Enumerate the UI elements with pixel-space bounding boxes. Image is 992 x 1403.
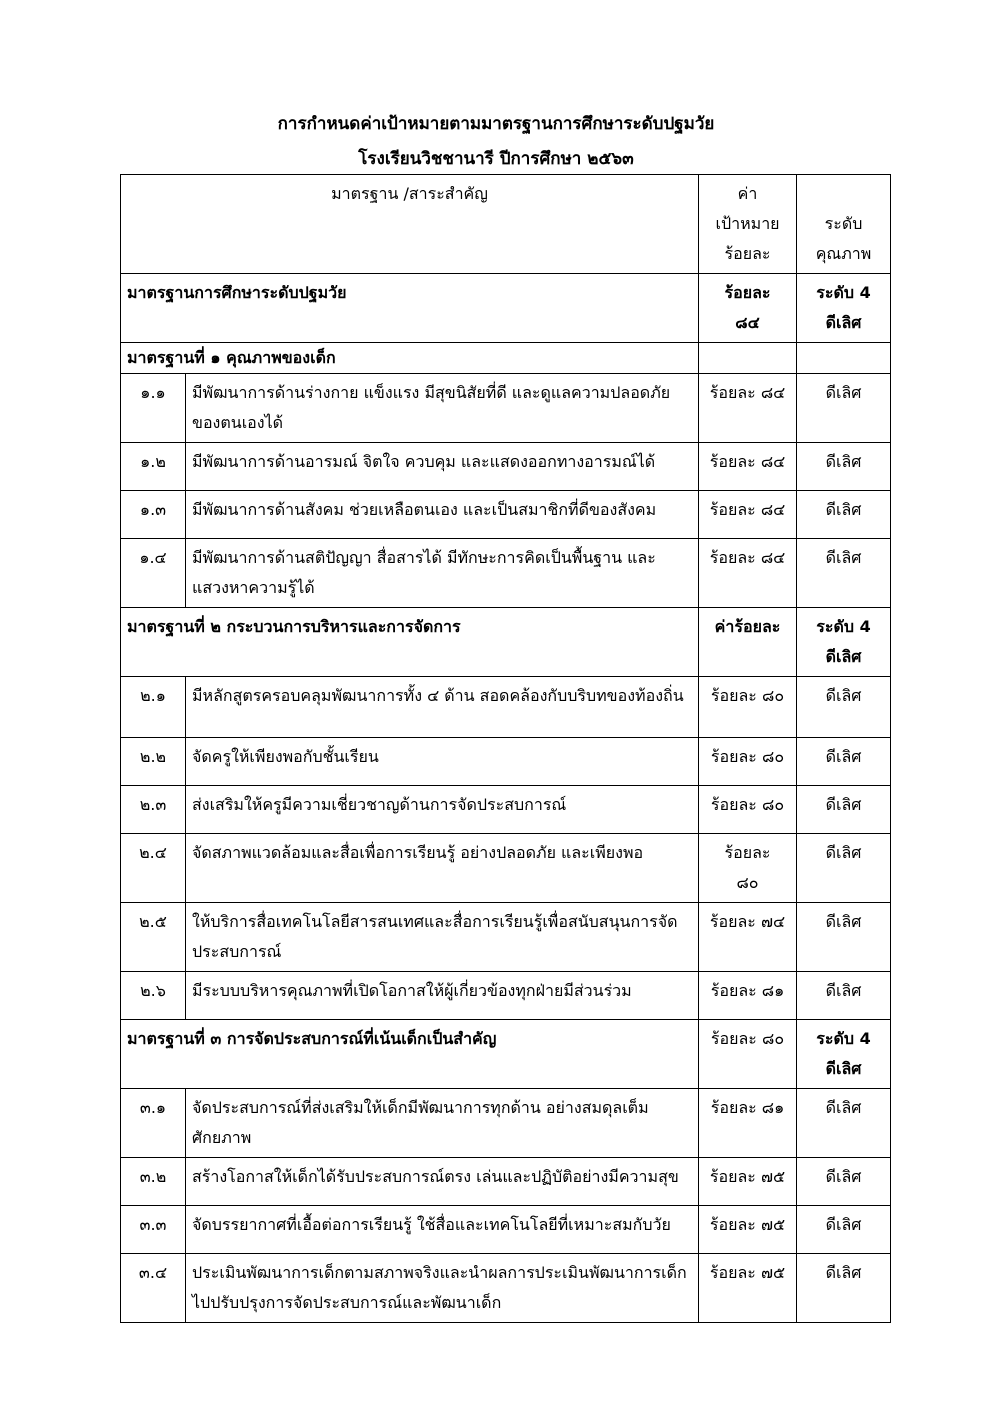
item-text: มีพัฒนาการด้านสังคม ช่วยเหลือตนเอง และเป็นสมาชิกที่ดีของสังคม [186, 491, 699, 539]
overall-level [797, 274, 891, 343]
item-target: ร้อยละ ๗๕ [699, 1158, 797, 1206]
item-target: ร้อยละ ๗๔ [699, 903, 797, 972]
header-target-line3: ร้อยละ [724, 244, 771, 263]
standard1-label: มาตรฐานที่ ๑ คุณภาพของเด็ก [121, 343, 699, 374]
table-row [121, 374, 891, 443]
overall-target-line2: ๘๔ [735, 313, 760, 332]
item-level: ดีเลิศ [797, 374, 891, 443]
item-text: จัดสภาพแวดล้อมและสื่อเพื่อการเรียนรู้ อย่างปลอดภัย และเพียงพอ [186, 834, 699, 903]
header-target [699, 175, 797, 274]
standard1-level [797, 343, 891, 374]
standard2-label: มาตรฐานที่ ๒ กระบวนการบริหารและการจัดการ [121, 608, 699, 677]
item-number: ๓.๒ [121, 1158, 186, 1206]
overall-target-line1: ร้อยละ [724, 283, 771, 302]
item-target: ร้อยละ ๘๐ [699, 738, 797, 786]
table-row [121, 443, 891, 491]
item-level: ดีเลิศ [797, 972, 891, 1020]
item-text: มีพัฒนาการด้านร่างกาย แข็งแรง มีสุขนิสัยที่ดี และดูแลความปลอดภัยของตนเองได้ [186, 374, 699, 443]
item-number: ๒.๔ [121, 834, 186, 903]
overall-level-line2: ดีเลิศ [825, 313, 862, 332]
item-text: ส่งเสริมให้ครูมีความเชี่ยวชาญด้านการจัดประสบการณ์ [186, 786, 699, 834]
item-level: ดีเลิศ [797, 1254, 891, 1323]
item-number: ๓.๔ [121, 1254, 186, 1323]
item-target [699, 834, 797, 903]
header-level-line2: คุณภาพ [815, 244, 872, 263]
standard3-target: ร้อยละ ๘๐ [699, 1020, 797, 1089]
item-target-line2: ๘๐ [736, 873, 759, 892]
standard2-target: ค่าร้อยละ [699, 608, 797, 677]
table-row [121, 786, 891, 834]
item-target-line1: ร้อยละ [724, 843, 771, 862]
header-level [797, 175, 891, 274]
item-level: ดีเลิศ [797, 1089, 891, 1158]
standard2-level [797, 608, 891, 677]
document-subtitle: โรงเรียนวิชชานารี ปีการศึกษา ๒๕๖๓ [358, 149, 634, 169]
item-level: ดีเลิศ [797, 903, 891, 972]
item-level: ดีเลิศ [797, 786, 891, 834]
standard3-level [797, 1020, 891, 1089]
standard2-row [121, 608, 891, 677]
overall-target [699, 274, 797, 343]
item-level: ดีเลิศ [797, 1158, 891, 1206]
table-row [121, 677, 891, 738]
overall-label: มาตรฐานการศึกษาระดับปฐมวัย [121, 274, 699, 343]
item-number: ๑.๑ [121, 374, 186, 443]
item-text: มีพัฒนาการด้านอารมณ์ จิตใจ ควบคุม และแสดงออกทางอารมณ์ได้ [186, 443, 699, 491]
item-target: ร้อยละ ๘๐ [699, 786, 797, 834]
item-target: ร้อยละ ๘๔ [699, 374, 797, 443]
item-text: จัดประสบการณ์ที่ส่งเสริมให้เด็กมีพัฒนาการทุกด้าน อย่างสมดุลเต็มศักยภาพ [186, 1089, 699, 1158]
item-text: มีพัฒนาการด้านสติปัญญา สื่อสารได้ มีทักษะการคิดเป็นพื้นฐาน และแสวงหาความรู้ได้ [186, 539, 699, 608]
item-text: ให้บริการสื่อเทคโนโลยีสารสนเทศและสื่อการเรียนรู้เพื่อสนับสนุนการจัดประสบการณ์ [186, 903, 699, 972]
standard2-level-line2: ดีเลิศ [825, 647, 862, 666]
item-target: ร้อยละ ๘๑ [699, 972, 797, 1020]
table-row [121, 903, 891, 972]
standards-table [120, 174, 891, 1323]
table-row [121, 1089, 891, 1158]
overall-row [121, 274, 891, 343]
item-text: มีระบบบริหารคุณภาพที่เปิดโอกาสให้ผู้เกี่ยวข้องทุกฝ่ายมีส่วนร่วม [186, 972, 699, 1020]
item-number: ๑.๓ [121, 491, 186, 539]
table-row [121, 1158, 891, 1206]
item-number: ๓.๓ [121, 1206, 186, 1254]
header-target-line1: ค่า [737, 184, 758, 203]
item-level: ดีเลิศ [797, 834, 891, 903]
item-text: จัดครูให้เพียงพอกับชั้นเรียน [186, 738, 699, 786]
header-standard: มาตรฐาน /สาระสำคัญ [121, 175, 699, 274]
standard1-row [121, 343, 891, 374]
item-level: ดีเลิศ [797, 677, 891, 738]
item-number: ๓.๑ [121, 1089, 186, 1158]
standard1-target [699, 343, 797, 374]
item-text: จัดบรรยากาศที่เอื้อต่อการเรียนรู้ ใช้สื่อและเทคโนโลยีที่เหมาะสมกับวัย [186, 1206, 699, 1254]
item-text: มีหลักสูตรครอบคลุมพัฒนาการทั้ง ๔ ด้าน สอดคล้องกับบริบทของท้องถิ่น [186, 677, 699, 738]
item-level: ดีเลิศ [797, 539, 891, 608]
header-level-line1: ระดับ [824, 214, 863, 233]
item-number: ๑.๔ [121, 539, 186, 608]
table-row [121, 972, 891, 1020]
item-number: ๑.๒ [121, 443, 186, 491]
item-target: ร้อยละ ๘๐ [699, 677, 797, 738]
document-title: การกำหนดค่าเป้าหมายตามมาตรฐานการศึกษาระดับปฐมวัย [277, 114, 715, 134]
item-level: ดีเลิศ [797, 491, 891, 539]
table-row [121, 834, 891, 903]
item-target: ร้อยละ ๘๔ [699, 491, 797, 539]
table-header-row [121, 175, 891, 274]
table-row [121, 491, 891, 539]
item-level: ดีเลิศ [797, 1206, 891, 1254]
standard3-level-line1: ระดับ 4 [816, 1029, 871, 1048]
table-row [121, 738, 891, 786]
item-number: ๒.๓ [121, 786, 186, 834]
standard3-label: มาตรฐานที่ ๓ การจัดประสบการณ์ที่เน้นเด็กเป็นสำคัญ [121, 1020, 699, 1089]
item-text: ประเมินพัฒนาการเด็กตามสภาพจริงและนำผลการประเมินพัฒนาการเด็กไปปรับปรุงการจัดประสบการณ์และพัฒนาเด็ก [186, 1254, 699, 1323]
item-level: ดีเลิศ [797, 738, 891, 786]
table-row [121, 539, 891, 608]
item-target: ร้อยละ ๘๔ [699, 539, 797, 608]
item-number: ๒.๖ [121, 972, 186, 1020]
item-target: ร้อยละ ๗๕ [699, 1254, 797, 1323]
table-row [121, 1254, 891, 1323]
header-target-line2: เป้าหมาย [715, 214, 780, 233]
item-target: ร้อยละ ๗๕ [699, 1206, 797, 1254]
table-row [121, 1206, 891, 1254]
overall-level-line1: ระดับ 4 [816, 283, 871, 302]
standard3-level-line2: ดีเลิศ [825, 1059, 862, 1078]
standard3-row [121, 1020, 891, 1089]
item-number: ๒.๕ [121, 903, 186, 972]
item-number: ๒.๑ [121, 677, 186, 738]
item-text: สร้างโอกาสให้เด็กได้รับประสบการณ์ตรง เล่นและปฏิบัติอย่างมีความสุข [186, 1158, 699, 1206]
standard2-level-line1: ระดับ 4 [816, 617, 871, 636]
item-number: ๒.๒ [121, 738, 186, 786]
item-level: ดีเลิศ [797, 443, 891, 491]
item-target: ร้อยละ ๘๔ [699, 443, 797, 491]
item-target: ร้อยละ ๘๑ [699, 1089, 797, 1158]
